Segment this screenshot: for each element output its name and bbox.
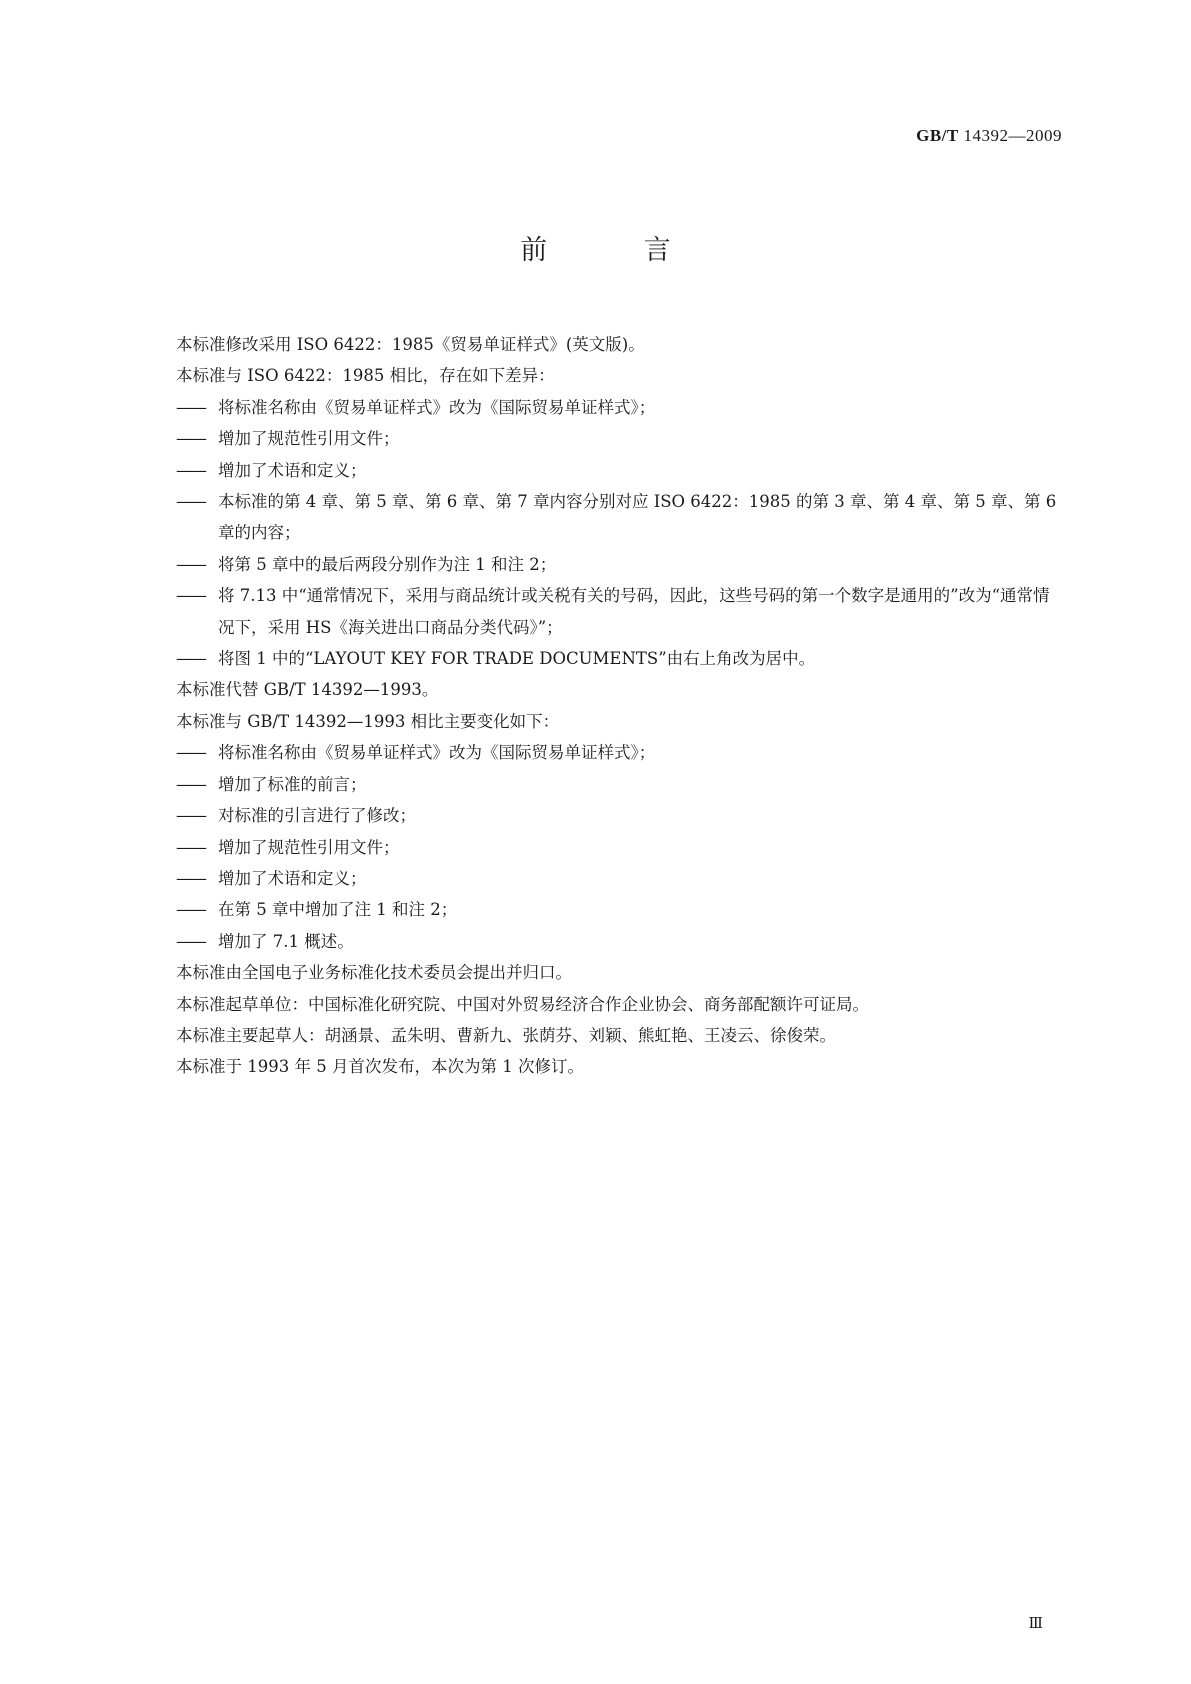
page-number: Ⅲ xyxy=(1028,1616,1043,1632)
list-item xyxy=(176,832,1064,863)
page-title: 前 言 xyxy=(520,235,715,266)
paragraph: 本标准于 1993 年 5 月首次发布，本次为第 1 次修订。 xyxy=(176,1057,584,1077)
list-item xyxy=(176,737,1064,768)
standard-number: 14392—2009 xyxy=(963,126,1062,145)
list-item xyxy=(176,486,1064,549)
foreword-body xyxy=(176,329,1064,1083)
list-item-text: 增加了规范性引用文件； xyxy=(218,429,400,449)
list-dash: —— xyxy=(176,554,205,574)
paragraph: 本标准起草单位：中国标准化研究院、中国对外贸易经济合作企业协会、商务部配额许可证局。 xyxy=(176,994,869,1014)
list-item-text: 本标准的第 4 章、第 5 章、第 6 章、第 7 章内容分别对应 ISO 6422：1985 的第 3 章、第 4 章、第 5 章、第 6 章的内容； xyxy=(218,492,1057,543)
paragraph: 本标准修改采用 ISO 6422：1985《贸易单证样式》(英文版)。 xyxy=(176,335,645,354)
list-item-text: 将 7.13 中“通常情况下，采用与商品统计或关税有关的号码，因此，这些号码的第一个数字是通用的”改为“通常情况下，采用 HS《海关进出口商品分类代码》”； xyxy=(218,586,1050,637)
standard-prefix: GB/T xyxy=(916,126,959,145)
paragraph: 本标准与 ISO 6422：1985 相比，存在如下差异： xyxy=(176,366,555,386)
standard-code-header xyxy=(916,126,1062,146)
list-dash: —— xyxy=(176,460,205,480)
list-item xyxy=(176,769,1064,800)
list-dash: —— xyxy=(176,649,205,669)
paragraph: 本标准主要起草人：胡涵景、孟朱明、曹新九、张荫芬、刘颖、熊虹艳、王凌云、徐俊荣。 xyxy=(176,1025,836,1045)
list-item-text: 将标准名称由《贸易单证样式》改为《国际贸易单证样式》； xyxy=(218,743,656,763)
list-dash: —— xyxy=(176,429,205,449)
list-item xyxy=(176,643,1064,674)
list-dash: —— xyxy=(176,868,205,888)
list-item-text: 将图 1 中的“LAYOUT KEY FOR TRADE DOCUMENTS”由右上角改为居中。 xyxy=(218,649,816,669)
list-item xyxy=(176,580,1064,643)
list-dash: —— xyxy=(176,586,205,606)
list-dash: —— xyxy=(176,774,205,794)
list-item xyxy=(176,455,1064,486)
list-item xyxy=(176,423,1064,454)
paragraph: 本标准与 GB/T 14392—1993 相比主要变化如下： xyxy=(176,711,560,731)
paragraph: 本标准由全国电子业务标准化技术委员会提出并归口。 xyxy=(176,963,572,983)
list-dash: —— xyxy=(176,743,205,763)
list-item-text: 将第 5 章中的最后两段分别作为注 1 和注 2； xyxy=(218,554,557,574)
list-item xyxy=(176,926,1064,957)
list-dash: —— xyxy=(176,900,205,920)
list-dash: —— xyxy=(176,931,205,951)
list-item-text: 增加了规范性引用文件； xyxy=(218,837,400,857)
list-item-text: 在第 5 章中增加了注 1 和注 2； xyxy=(218,900,458,920)
list-item xyxy=(176,392,1064,423)
list-dash: —— xyxy=(176,492,205,512)
paragraph: 本标准代替 GB/T 14392—1993。 xyxy=(176,680,439,700)
list-item xyxy=(176,549,1064,580)
list-dash: —— xyxy=(176,806,205,826)
list-dash: —— xyxy=(176,397,205,417)
list-item-text: 将标准名称由《贸易单证样式》改为《国际贸易单证样式》； xyxy=(218,397,656,417)
list-item xyxy=(176,894,1064,925)
list-item-text: 增加了术语和定义； xyxy=(218,868,367,888)
list-dash: —— xyxy=(176,837,205,857)
list-item-text: 增加了 7.1 概述。 xyxy=(218,931,354,951)
list-item xyxy=(176,800,1064,831)
list-item xyxy=(176,863,1064,894)
list-item-text: 增加了术语和定义； xyxy=(218,460,367,480)
list-item-text: 对标准的引言进行了修改； xyxy=(218,806,416,826)
list-item-text: 增加了标准的前言； xyxy=(218,774,367,794)
